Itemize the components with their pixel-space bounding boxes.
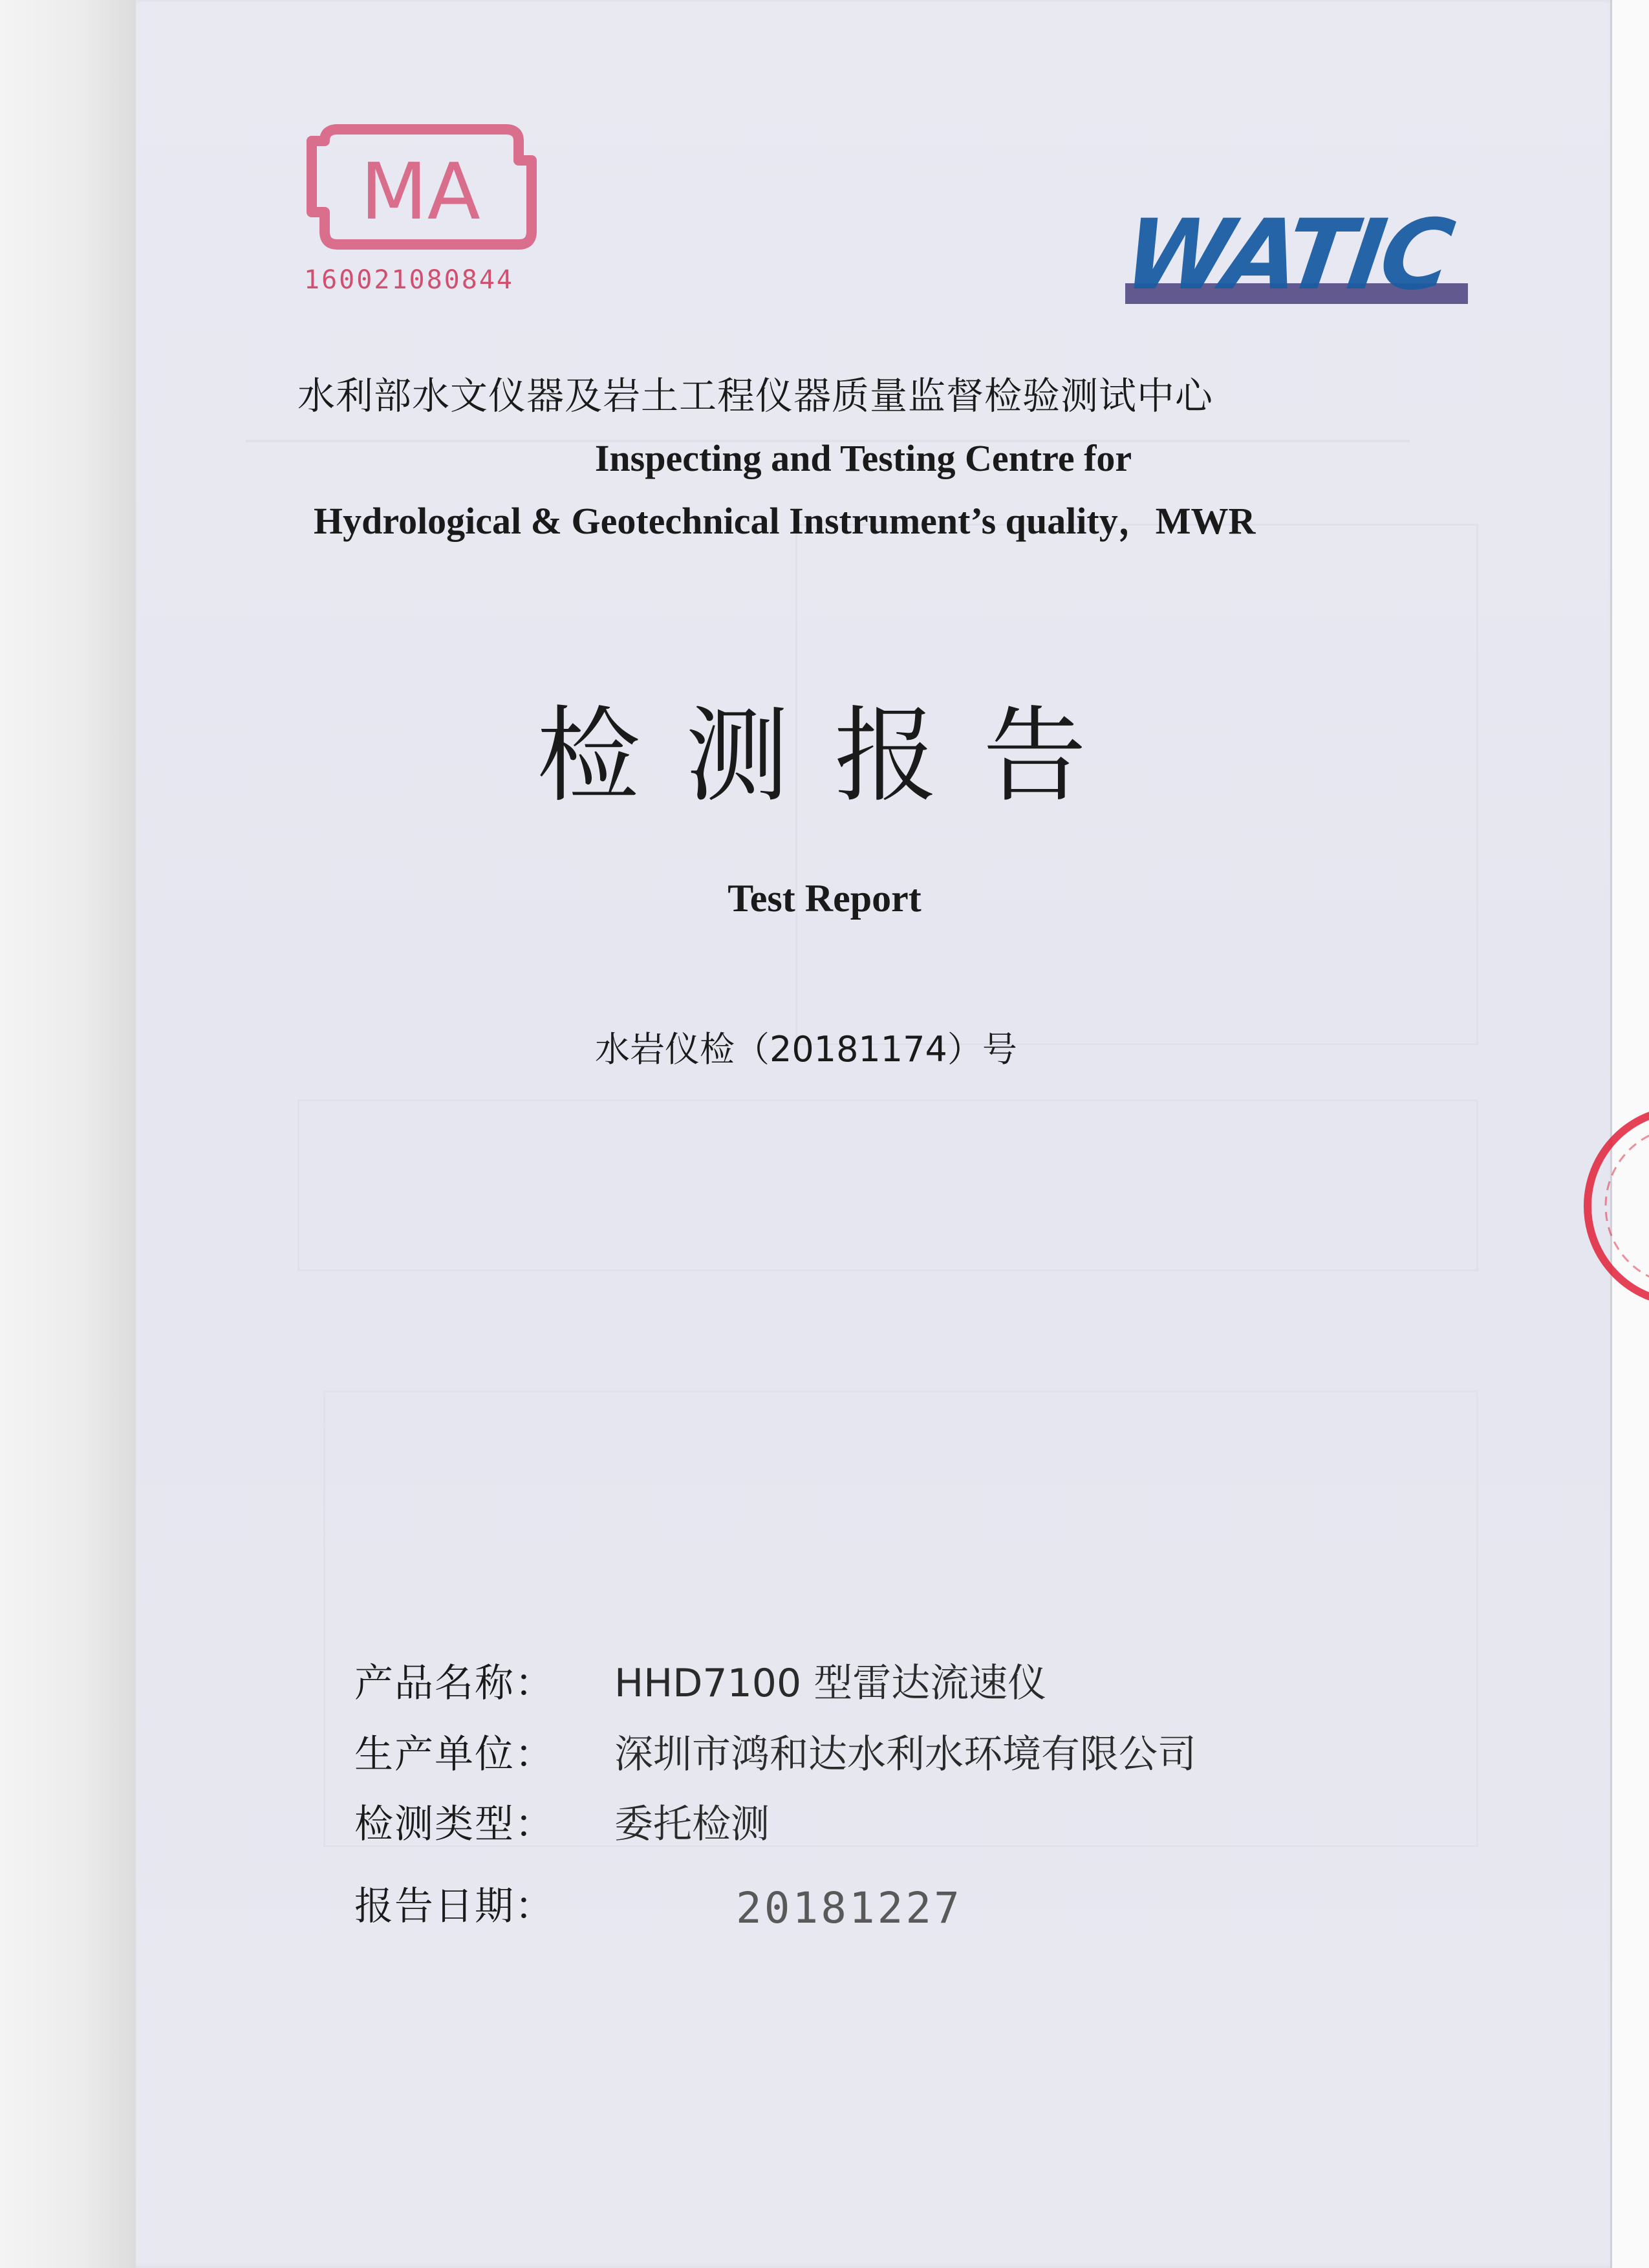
watic-logo-text: WATIC bbox=[1117, 199, 1457, 312]
manufacturer-label: 生产单位： bbox=[354, 1732, 555, 1777]
ma-stamp-number: 160021080844 bbox=[304, 265, 514, 295]
test-type-label: 检测类型： bbox=[354, 1802, 555, 1847]
info-row-report-date bbox=[354, 1875, 1454, 1934]
report-date-value: 20181227 bbox=[736, 1883, 962, 1933]
info-row-test-type bbox=[354, 1793, 1454, 1852]
binding-strip bbox=[0, 0, 137, 2268]
organization-name-cn: 水利部水文仪器及岩土工程仪器质量监督检验测试中心 bbox=[297, 374, 1214, 418]
seal-ring bbox=[1578, 1099, 1649, 1313]
info-row-product bbox=[354, 1652, 1454, 1711]
test-type-value: 委托检测 bbox=[614, 1802, 770, 1847]
manufacturer-value: 深圳市鸿和达水利水环境有限公司 bbox=[614, 1732, 1196, 1777]
ma-stamp-letters: MA bbox=[360, 147, 480, 237]
organization-name-en-line1: Inspecting and Testing Centre for bbox=[594, 437, 1132, 479]
product-name-label: 产品名称： bbox=[354, 1661, 555, 1706]
official-red-seal bbox=[1578, 1099, 1649, 1313]
report-title-cn: 检测报告 bbox=[537, 695, 1132, 816]
organization-name-en-line2: Hydrological & Geotechnical Instrument’s quality，MWR bbox=[314, 500, 1256, 542]
report-title-en: Test Report bbox=[727, 877, 921, 920]
ma-certification-stamp bbox=[299, 122, 544, 309]
report-date-label: 报告日期： bbox=[354, 1884, 555, 1929]
watic-logo bbox=[1117, 199, 1468, 312]
info-row-manufacturer bbox=[354, 1723, 1454, 1782]
product-name-value: HHD7100 型雷达流速仪 bbox=[614, 1661, 1047, 1706]
ma-stamp-frame bbox=[299, 122, 544, 257]
report-number: 水岩仪检（20181174）号 bbox=[595, 1029, 1017, 1070]
